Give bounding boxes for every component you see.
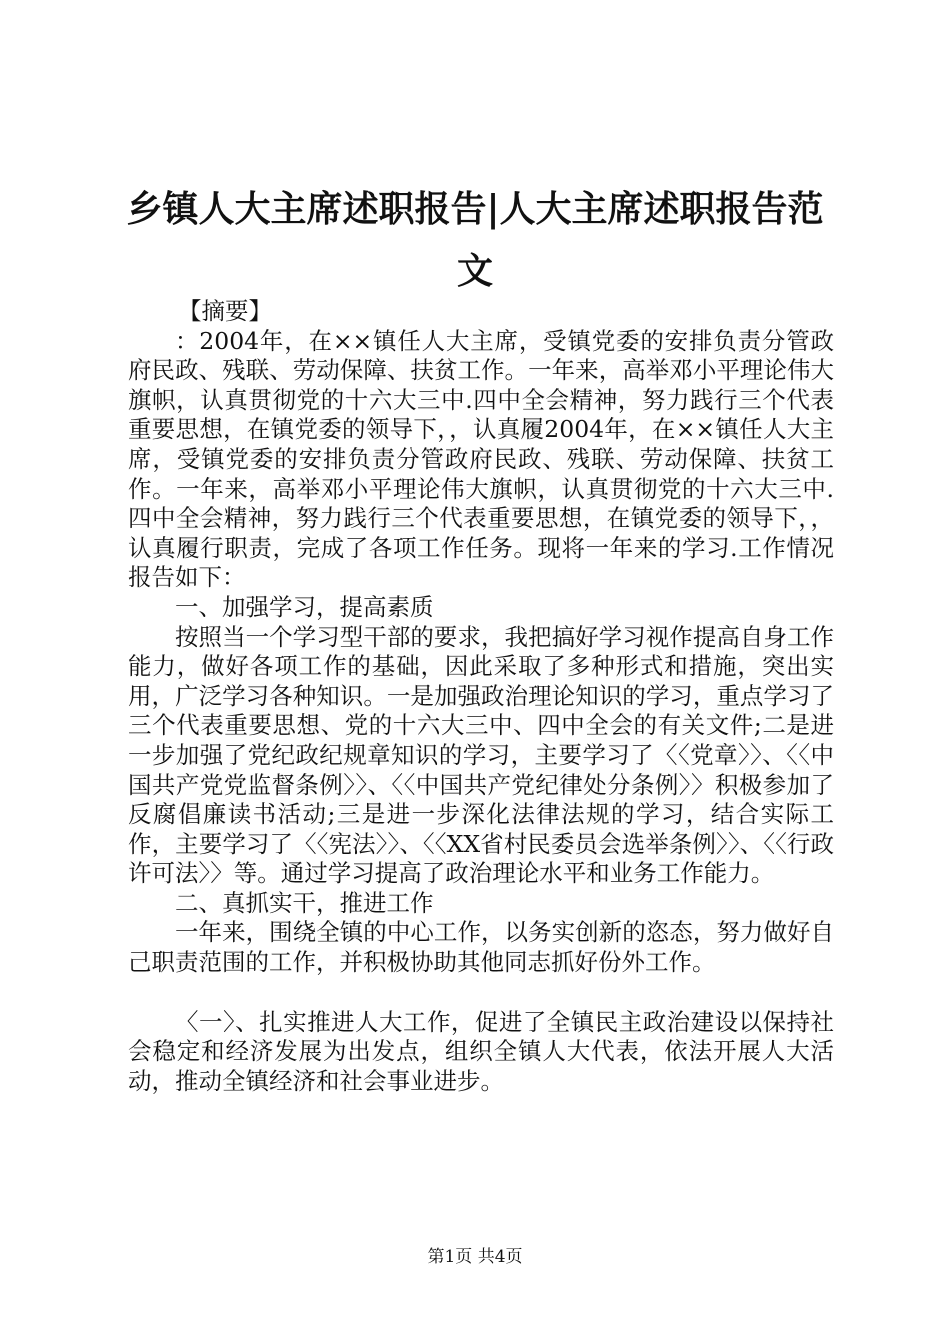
paragraph-spacer [128, 978, 834, 1008]
document-body [128, 297, 834, 1096]
section-1-paragraph: 按照当一个学习型干部的要求，我把搞好学习视作提高自身工作能力，做好各项工作的基础，因此采取了多种形式和措施，突出实用，广泛学习各种知识。一是加强政治理论知识的学习，重点学习了三个代表重要思想、党的十六大三中、四中全会的有关文件;二是进一步加强了党纪政纪规章知识的学习，主要学习了〈〈党章〉〉、〈〈中国共产党党监督条例〉〉、〈〈中国共产党纪律处分条例〉〉积极参加了反腐倡廉读书活动;三是进一步深化法律法规的学习，结合实际工作，主要学习了〈〈宪法〉〉、〈〈XX省村民委员会选举条例〉〉、〈〈行政许可法〉〉等。通过学习提高了政治理论水平和业务工作能力。 [128, 622, 834, 888]
document-title: 乡镇人大主席述职报告|人大主席述职报告范文 [126, 188, 824, 292]
section-2-paragraph: 一年来，围绕全镇的中心工作，以务实创新的恣态，努力做好自己职责范围的工作，并积极协助其他同志抓好份外工作。 [128, 918, 834, 977]
page-footer: 第1页 共4页 [427, 1247, 523, 1267]
abstract-paragraph: ：2004年，在××镇任人大主席，受镇党委的安排负责分管政府民政、残联、劳动保障、扶贫工作。一年来，高举邓小平理论伟大旗帜，认真贯彻党的十六大三中.四中全会精神，努力践行三个代表重要思想，在镇党委的领导下，，认真履2004年，在××镇任人大主席，受镇党委的安排负责分管政府民政、残联、劳动保障、扶贫工作。一年来，高举邓小平理论伟大旗帜，认真贯彻党的十六大三中.四中全会精神，努力践行三个代表重要思想，在镇党委的领导下，，认真履行职责，完成了各项工作任务。现将一年来的学习.工作情况报告如下： [128, 326, 834, 592]
section-heading-1: 一、加强学习，提高素质 [175, 592, 434, 621]
subsection-1-paragraph: 〈一〉、扎实推进人大工作，促进了全镇民主政治建设以保持社会稳定和经济发展为出发点，组织全镇人大代表，依法开展人大活动，推动全镇经济和社会事业进步。 [128, 1007, 834, 1095]
abstract-label: 【摘要】 [178, 297, 272, 325]
section-heading-2: 二、真抓实干，推进工作 [175, 888, 434, 917]
